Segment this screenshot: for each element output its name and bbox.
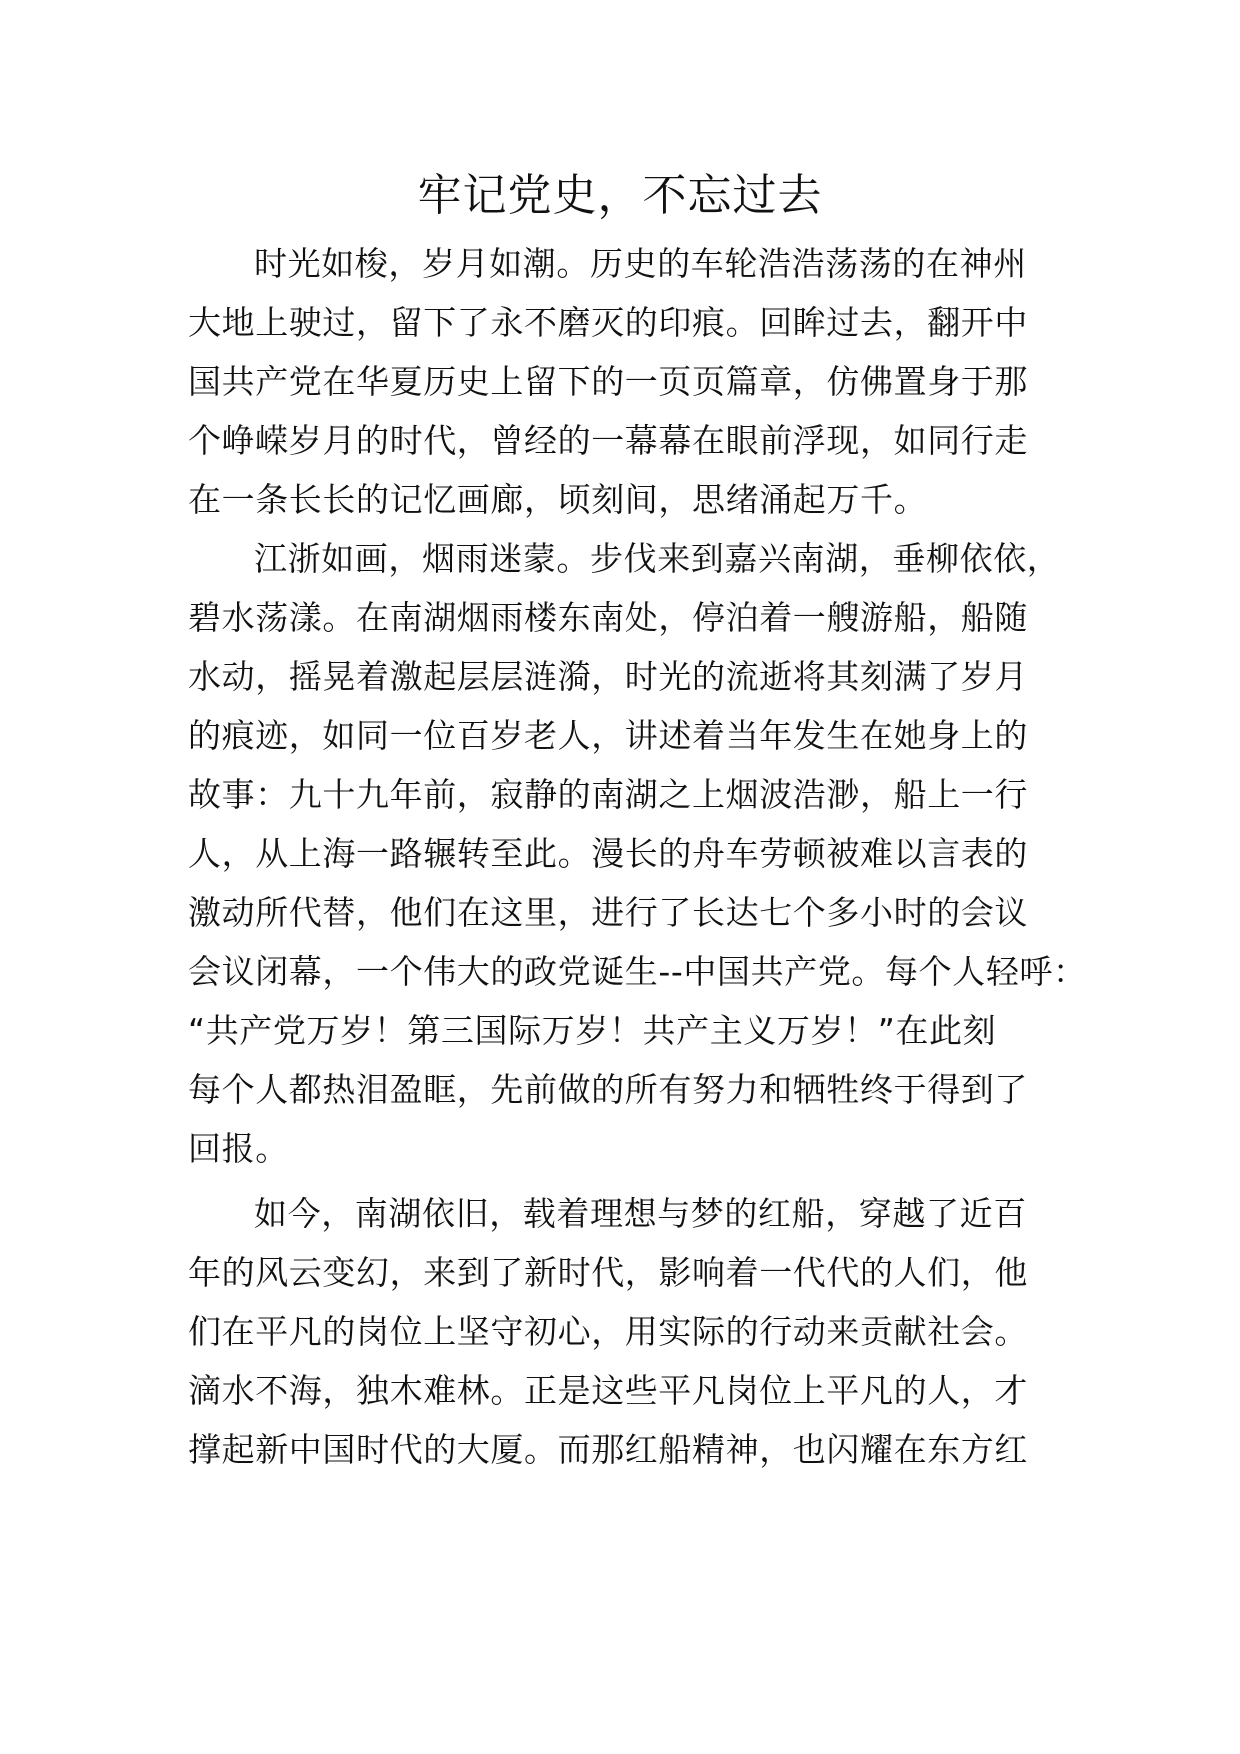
- paragraph-line: 每个人都热泪盈眶，先前做的所有努力和牺牲终于得到了: [188, 1070, 1028, 1109]
- paragraph-line: 撑起新中国时代的大厦。而那红船精神，也闪耀在东方红: [188, 1430, 1028, 1469]
- paragraph-line: 年的风云变幻，来到了新时代，影响着一代代的人们，他: [188, 1253, 1028, 1292]
- paragraph-line: 滴水不海，独木难林。正是这些平凡岗位上平凡的人，才: [188, 1371, 1028, 1410]
- paragraph-line: 故事：九十九年前，寂静的南湖之上烟波浩渺，船上一行: [188, 775, 1028, 814]
- paragraph-line: “共产党万岁！第三国际万岁！共产主义万岁！”在此刻: [188, 1011, 997, 1050]
- paragraph-line: 激动所代替，他们在这里，进行了长达七个多小时的会议: [188, 893, 1028, 932]
- paragraph-line: 的痕迹，如同一位百岁老人，讲述着当年发生在她身上的: [188, 716, 1028, 755]
- paragraph-line: 碧水荡漾。在南湖烟雨楼东南处，停泊着一艘游船，船随: [188, 598, 1028, 637]
- paragraph-line: 水动，摇晃着激起层层涟漪，时光的流逝将其刻满了岁月: [188, 657, 1028, 696]
- paragraph-line: 个峥嵘岁月的时代，曾经的一幕幕在眼前浮现，如同行走: [188, 421, 1028, 460]
- paragraph-line: 在一条长长的记忆画廊，顷刻间，思绪涌起万千。: [188, 480, 928, 519]
- paragraph-line: 江浙如画，烟雨迷蒙。步伐来到嘉兴南湖，垂柳依依，: [254, 539, 1061, 578]
- document-title: 牢记党史，不忘过去: [417, 170, 823, 221]
- paragraph-line: 国共产党在华夏历史上留下的一页页篇章，仿佛置身于那: [188, 362, 1028, 401]
- paragraph-line: 如今，南湖依旧，载着理想与梦的红船，穿越了近百: [254, 1194, 1027, 1233]
- paragraph-line: 们在平凡的岗位上坚守初心，用实际的行动来贡献社会。: [188, 1312, 1028, 1351]
- paragraph-line: 会议闭幕，一个伟大的政党诞生--中国共产党。每个人轻呼：: [188, 952, 1087, 991]
- paragraph-line: 人，从上海一路辗转至此。漫长的舟车劳顿被难以言表的: [188, 834, 1028, 873]
- paragraph-line: 回报。: [188, 1129, 289, 1168]
- paragraph-line: 时光如梭，岁月如潮。历史的车轮浩浩荡荡的在神州: [254, 244, 1027, 283]
- paragraph-line: 大地上驶过，留下了永不磨灭的印痕。回眸过去，翻开中: [188, 303, 1028, 342]
